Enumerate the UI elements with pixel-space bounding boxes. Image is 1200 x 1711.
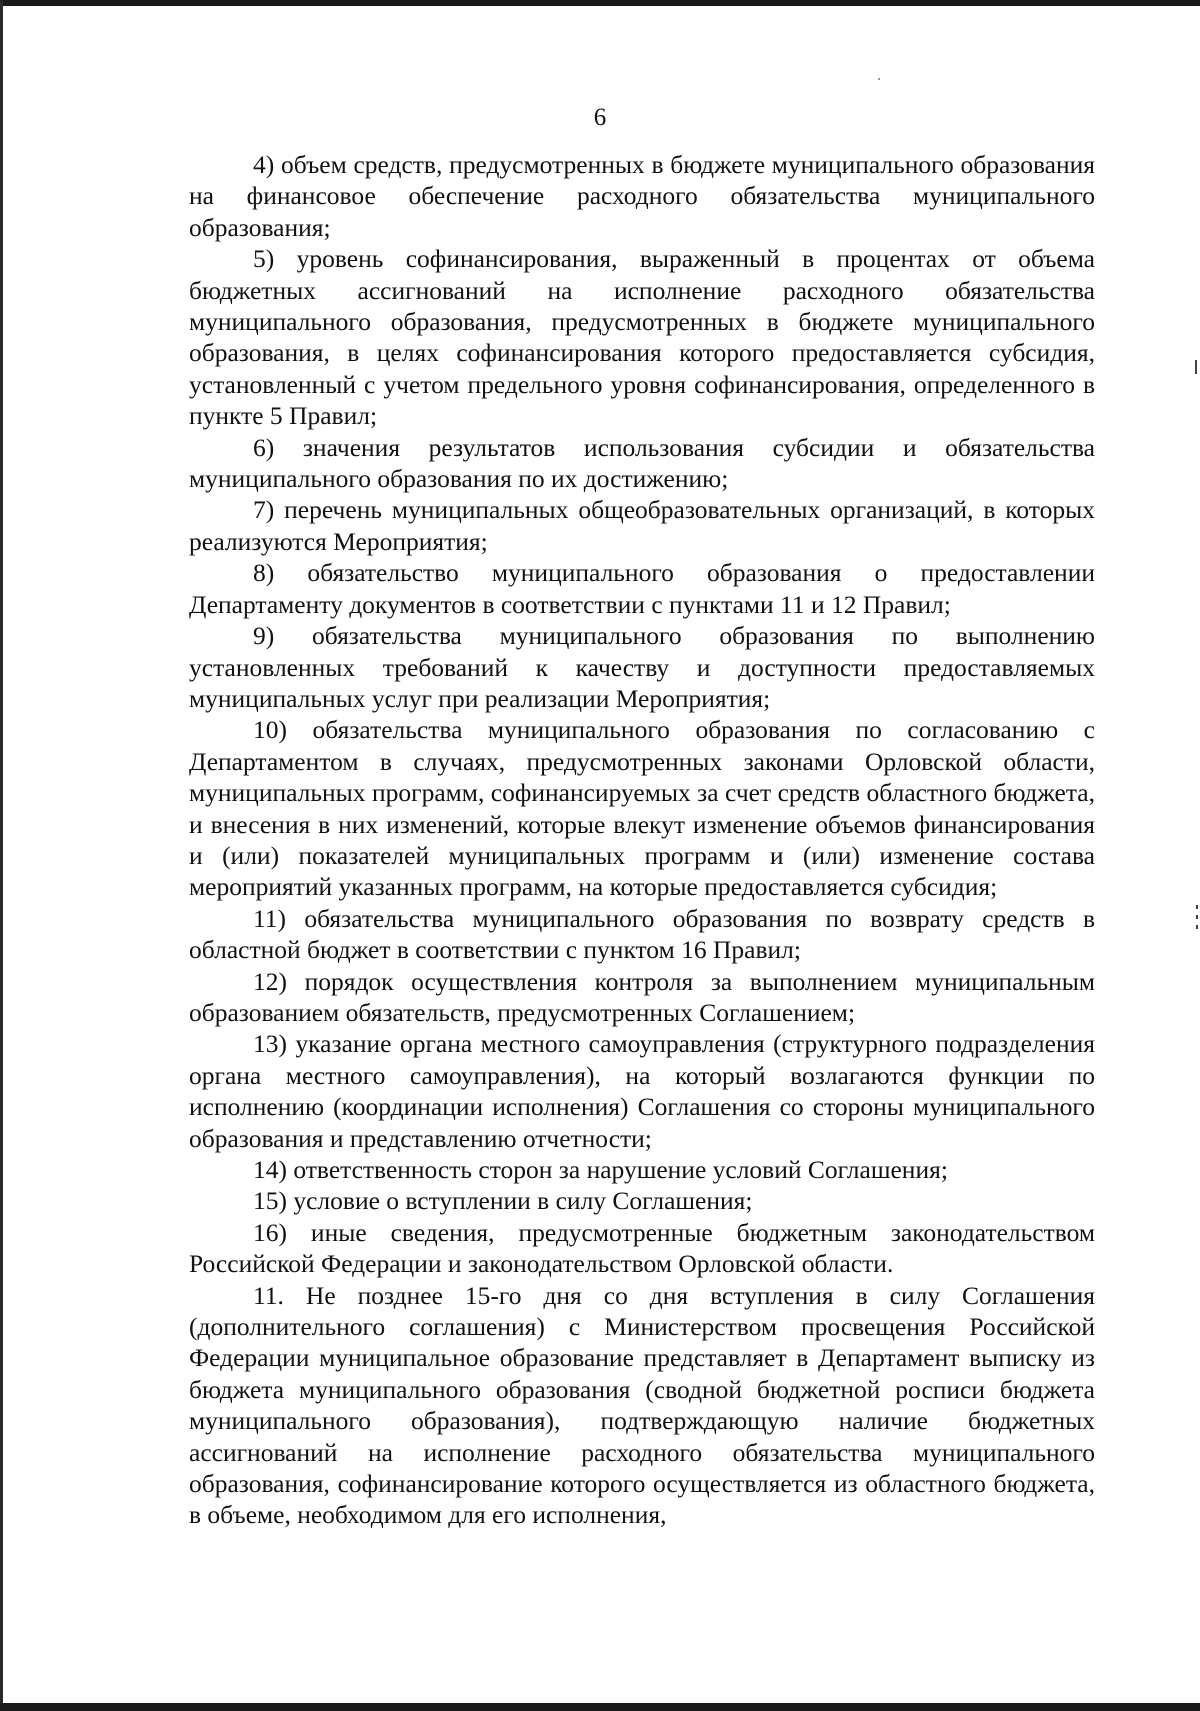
clause-11: 11. Не позднее 15-го дня со дня вступления в силу Соглашения (дополнительного соглашения) с Министерством просвещения Российской Федерации муниципальное образование представляет в Департамент выписку из бюджета муниципального образования (сводной бюджетной росписи бюджета муниципального образования), подтверждающую наличие бюджетных ассигнований на исполнение расходного обязательства муниципального образования, софинансирование которого осуществляется из областного бюджета, в объеме, необходимом для его исполнения, bbox=[189, 1280, 1095, 1530]
scan-artifact bbox=[878, 78, 880, 80]
list-item-11: 11) обязательства муниципального образования по возврату средств в областной бюджет в соответствии с пунктом 16 Правил; bbox=[189, 903, 1095, 965]
scan-artifact bbox=[1196, 905, 1198, 909]
list-item-4: 4) объем средств, предусмотренных в бюджете муниципального образования на финансовое обеспечение расходного обязательства муниципального образования; bbox=[189, 150, 1095, 242]
document-body bbox=[189, 149, 1095, 1531]
list-item-15: 15) условие о вступлении в силу Соглашения; bbox=[253, 1186, 753, 1216]
list-item-10: 10) обязательства муниципального образования по согласованию с Департаментом в случаях, предусмотренных законами Орловской области, муниципальных программ, софинансируемых за счет средств областного бюджета, и внесения в них изменений, которые влекут изменение объемов финансирования и (или) показателей муниципальных программ и (или) изменение состава мероприятий указанных программ, на которые предоставляется субсидия; bbox=[189, 715, 1095, 902]
list-item-9: 9) обязательства муниципального образования по выполнению установленных требований к качеству и доступности предоставляемых муниципальных услуг при реализации Мероприятия; bbox=[189, 621, 1095, 713]
list-item-6: 6) значения результатов использования субсидии и обязательства муниципального образования по их достижению; bbox=[189, 432, 1095, 494]
list-item-7: 7) перечень муниципальных общеобразовательных организаций, в которых реализуются Мероприятия; bbox=[189, 495, 1095, 556]
list-item-13: 13) указание органа местного самоуправления (структурного подразделения органа местного самоуправления), на который возлагаются функции по исполнению (координации исполнения) Соглашения со стороны муниципального образования и представлению отчетности; bbox=[189, 1029, 1095, 1153]
list-item-8: 8) обязательство муниципального образования о предоставлении Департаменту документов в соответствии с пунктами 11 и 12 Правил; bbox=[189, 558, 1095, 619]
scan-edge-bottom bbox=[0, 1703, 1200, 1711]
scan-artifact bbox=[1196, 915, 1198, 919]
list-item-14: 14) ответственность сторон за нарушение условий Соглашения; bbox=[253, 1155, 948, 1184]
list-item-16: 16) иные сведения, предусмотренные бюджетным законодательством Российской Федерации и законодательством Орловской области. bbox=[189, 1217, 1095, 1279]
list-item-5: 5) уровень софинансирования, выраженный в процентах от объема бюджетных ассигнований на исполнение расходного обязательства муниципального образования, предусмотренных в бюджете муниципального образования, в целях софинансирования которого предоставляется субсидия, установленный с учетом предельного уровня софинансирования, определенного в пункте 5 Правил; bbox=[189, 244, 1095, 431]
scan-artifact bbox=[1195, 360, 1197, 374]
list-item-12: 12) порядок осуществления контроля за выполнением муниципальным образованием обязательств, предусмотренных Соглашением; bbox=[189, 966, 1095, 1027]
scan-edge-top bbox=[0, 0, 1200, 6]
scan-artifact bbox=[1196, 925, 1198, 929]
page-number: 6 bbox=[593, 104, 607, 131]
scan-edge-left bbox=[0, 0, 3, 1711]
